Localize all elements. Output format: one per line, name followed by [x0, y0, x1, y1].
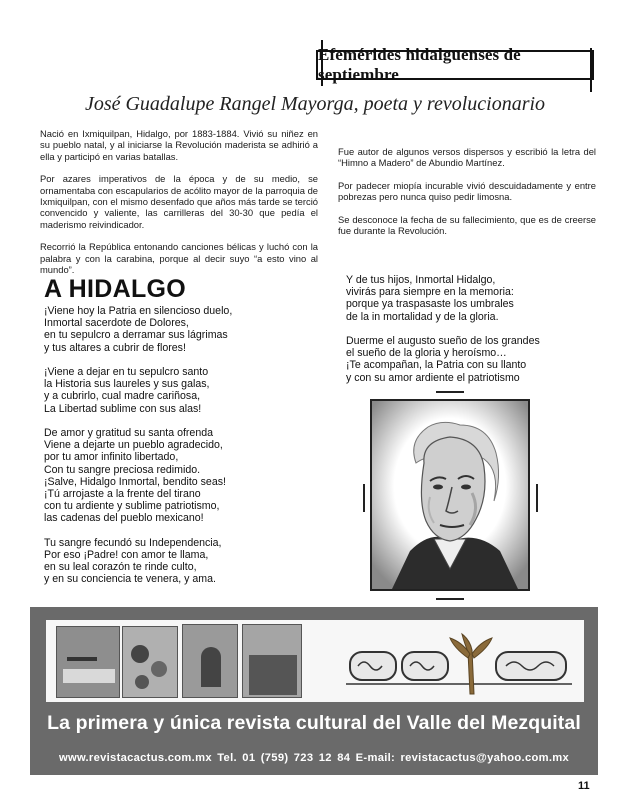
page-number: 11	[578, 780, 590, 792]
frame-ornament	[536, 484, 538, 512]
poem-line: ¡Viene hoy la Patria en silencioso duelo,	[44, 305, 233, 317]
poem-line: Viene a dejarte un pueblo agradecido,	[44, 439, 223, 452]
magazine-cover-thumbnail	[56, 626, 120, 698]
bio-paragraph: Por azares imperativos de la época y de su medio, se ornamentaba con escapularios de acólito mayor de la parroquia de Ixmiquilpan, con el mismo desenfado que años más tarde se terció convencido y valiente, las carrilleras del 30-30 que pedía el maderismo reivindicador.	[40, 173, 318, 230]
header-ornament-vertical-right	[590, 48, 592, 92]
poem-line: La Libertad sublime con sus alas!	[44, 402, 202, 415]
poem-line: Duerme el augusto sueño de los grandes	[346, 335, 540, 347]
poem-stanza	[44, 305, 334, 354]
article-title: José Guadalupe Rangel Mayorga, poeta y revolucionario	[84, 93, 546, 115]
poem-line: por tu amor infinito libertado,	[44, 451, 179, 464]
poem-line: en su leal corazón te rinde culto,	[44, 561, 197, 574]
poem-line: y a cubrirlo, cual madre cariñosa,	[44, 390, 201, 403]
poem-line: el sueño de la gloria y heroísmo…	[346, 347, 507, 360]
poem-line: Por eso ¡Padre! con amor te llama,	[44, 549, 209, 562]
poem-line: Inmortal sacerdote de Dolores,	[44, 317, 189, 330]
poem-line: la Historia sus laureles y sus galas,	[44, 378, 210, 391]
section-title: Efemérides hidalguenses de septiembre	[318, 45, 521, 84]
frame-ornament	[436, 598, 464, 600]
frame-ornament	[436, 391, 464, 393]
magazine-cover-thumbnail	[122, 626, 178, 698]
bio-paragraph: Se desconoce la fecha de su fallecimiento, que es de creerse fue durante la Revolución.	[338, 213, 596, 237]
section-title-box	[316, 45, 594, 84]
portrait-illustration	[372, 401, 528, 589]
bio-right-column	[338, 146, 596, 247]
poem-left-column	[44, 305, 334, 598]
poem-line: ¡Viene a dejar en tu sepulcro santo	[44, 366, 209, 378]
frame-ornament	[363, 484, 365, 512]
poem-line: y tus altares a cubrir de flores!	[44, 341, 186, 354]
poem-line: con tu ardiente y sublime patriotismo,	[44, 500, 220, 513]
bio-paragraph: Nació en Ixmiquilpan, Hidalgo, por 1883-1884. Vivió su niñez en su pueblo natal, y al iniciarse la Revolución maderista se adhirió a ella y participó en varias batallas.	[40, 128, 318, 162]
magazine-cover-thumbnail	[242, 624, 302, 698]
poem-line: y con su amor ardiente el patriotismo	[346, 371, 520, 384]
poem-line: de la in mortalidad y de la gloria.	[346, 310, 499, 323]
poem-stanza	[44, 427, 334, 525]
poem-stanza	[44, 366, 334, 415]
poem-stanza	[346, 274, 606, 323]
ad-contact-line: www.revistacactus.com.mx Tel. 01 (759) 723 12 84 E-mail: revistacactus@yahoo.com.mx	[58, 752, 570, 764]
poem-line: porque ya traspasaste los umbrales	[346, 298, 514, 311]
poem-line: ¡Tú arrojaste a la frente del tirano	[44, 488, 201, 501]
hidalgo-portrait	[370, 399, 530, 591]
ad-image-panel	[46, 620, 584, 702]
poem-line: De amor y gratitud su santa ofrenda	[44, 427, 214, 439]
poem-stanza	[346, 335, 606, 384]
bio-paragraph: Fue autor de algunos versos dispersos y escribió la letra del “Himno a Madero” de Abundio Martínez.	[338, 146, 596, 169]
poem-line: vivirás para siempre en la memoria:	[346, 286, 514, 299]
cactus-logo	[346, 628, 576, 698]
poem-line: las cadenas del pueblo mexicano!	[44, 512, 204, 525]
bio-paragraph: Por padecer miopía incurable vivió descuidadamente y entre pobrezas pero nunca quiso pedir limosna.	[338, 179, 596, 203]
bio-left-column	[40, 128, 318, 286]
poem-line: Y de tus hijos, Inmortal Hidalgo,	[346, 274, 496, 286]
poem-line: ¡Salve, Hidalgo Inmortal, bendito seas!	[44, 475, 226, 488]
poem-line: ¡Te acompañan, la Patria con su llanto	[346, 359, 527, 372]
bio-paragraph: Recorrió la República entonando canciones bélicas y luchó con la palabra y con la carabina, porque al decir suyo “a esto vino al mundo”.	[40, 241, 318, 276]
poem-line: y en su conciencia te venera, y ama.	[44, 573, 216, 586]
poem-title: A HIDALGO	[44, 275, 187, 303]
poem-line: Tu sangre fecundó su Independencia,	[44, 536, 222, 549]
poem-stanza	[44, 537, 334, 586]
poem-line: Con tu sangre preciosa redimido.	[44, 463, 201, 476]
ad-slogan: La primera y única revista cultural del Valle del Mezquital	[47, 712, 581, 734]
poem-right-column	[346, 274, 606, 396]
magazine-cover-thumbnail	[182, 624, 238, 698]
poem-line: en tu sepulcro a derramar sus lágrimas	[44, 329, 228, 342]
